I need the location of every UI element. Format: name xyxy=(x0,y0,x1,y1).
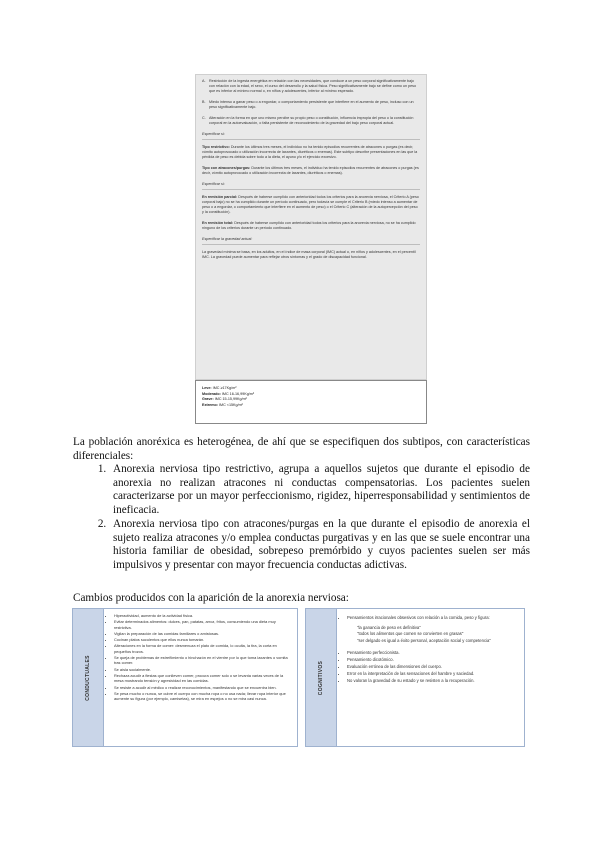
panel-body xyxy=(337,609,524,746)
criterion-c xyxy=(202,116,420,126)
severity-label: Extremo: xyxy=(202,402,218,407)
specify-heading: Especificar si: xyxy=(202,132,420,140)
subtype-binge-purge xyxy=(202,166,420,176)
quotes-block xyxy=(339,625,519,644)
quote: "todos los alimentos que comen se convierten en grasas" xyxy=(357,631,464,637)
list-item: • Alteraciones en la forma de comer: desmenuza el plato de comida, lo oculta, la tira, la corta en pequeños trozos. xyxy=(114,643,292,654)
quote: "la ganancia de peso es definitiva" xyxy=(357,625,421,630)
behavioral-changes-panel xyxy=(72,608,298,747)
main-text xyxy=(73,436,530,573)
list-item: 2. Anorexia nerviosa tipo con atracones/purgas en la que durante el episodio de anorexia el sujeto realiza atracones y/o emplea conductas purgativas y en las que se suele encontrar una historia familiar de obesidad, sobrepeso premórbido y cuyos pacientes suelen ser más impulsivos y presentar con mayor frecuencia conductas adictivas. xyxy=(109,518,530,572)
panel-body xyxy=(104,609,297,746)
remission-partial xyxy=(202,195,420,215)
severity-level xyxy=(202,403,420,409)
quote: "ser delgado es igual a éxito personal, aceptación social y competencia" xyxy=(357,637,491,643)
list-item: • Cocinan platos suculentos que ellos nunca tomarán. xyxy=(114,637,292,642)
subtype-restrictive xyxy=(202,145,420,160)
remission-total xyxy=(202,221,420,231)
list-item: • Pensamientos irracionales obsesivos con relación a la comida, peso y figura: xyxy=(347,615,519,621)
list-item: • Evitar determinados alimentos: dulces, pan, patatas, arroz, fritos, consumiendo una dieta muy restrictiva. xyxy=(114,619,292,630)
severity-label: Grave: xyxy=(202,397,214,401)
subtype-text: Durante los últimos tres meses, el individuo ha tenido episodios recurrentes de atracones o purgas (es decir, vómito autoprovocado o utilización incorrecta de laxantes, diuréticos o enemas). xyxy=(202,166,419,175)
subtype-label: Tipo restrictivo: xyxy=(202,145,230,149)
criterion-text: Miedo intenso a ganar peso o a engordar, o comportamiento persistente que interfiere en el aumento de peso, incluso con un peso significativamente bajo. xyxy=(209,100,414,109)
severity-value: IMC <15Kg/m² xyxy=(219,402,243,407)
severity-value: IMC ≥17Kg/m² xyxy=(212,386,237,390)
specify-heading-2: Especificar si: xyxy=(202,182,420,190)
list-item: • Se pesa mucho o nunca, se cubre el cuerpo con mucha ropa o no usa nada; llevar ropa interior que aumente su figura (por ejemplo, camisetas), se mira en espejos o no se mira casi nunca. xyxy=(114,691,292,702)
subtype-text: Durante los últimos tres meses, el individuo no ha tenido episodios recurrentes de atracones o purgas (es decir, vómito autoprovocado o utilización incorrecta de laxantes, diuréticos o enemas). Este subtipo describe presentaciones en las que la pérdida de peso es debida sobre todo a la dieta, el ayuno y/o el ejercicio excesivo. xyxy=(202,145,418,159)
list-item: • Se resiste a acudir al médico o realizar reconocimientos, manifestando que se encuentra bien. xyxy=(114,685,292,690)
severity-levels-box xyxy=(195,380,427,424)
cognitive-changes-panel xyxy=(305,608,525,747)
list-item: • No valoran la gravedad de su estado y se resisten a la recuperación. xyxy=(347,678,519,684)
list-item: • Evaluación errónea de las dimensiones del cuerpo. xyxy=(347,664,519,670)
dsm-criteria-box xyxy=(195,74,427,380)
criterion-a xyxy=(202,79,420,94)
list-item: • Error en la interpretación de las sensaciones del hambre y saciedad. xyxy=(347,671,519,677)
subtype-label: Tipo con atracones/purgas: xyxy=(202,166,251,170)
cognitive-list xyxy=(339,615,519,621)
severity-label: Moderado: xyxy=(202,391,221,396)
severity-value: IMC 15-15,99Kg/m² xyxy=(214,397,247,401)
criterion-text: Restricción de la ingesta energética en relación con las necesidades, que conduce a un peso corporal significativamente bajo con relación con la edad, el sexo, el curso del desarrollo y la salud física. Peso significativamente bajo se define como un peso que es inferior al mínimo normal o, en niños y adolescentes, inferior al mínimo esperado. xyxy=(209,79,417,93)
remission-text: Después de haberse cumplido con anterioridad todos los criterios para la anorexia nerviosa, el Criterio A (peso corporal bajo) no se ha cumplido durante un período continuado, pero todavía se cumple el Criterio B (miedo intenso a aumentar de peso o a engordar, o comportamiento que interfiere en el aumento de peso) o el Criterio C (alteración de la autopercepción del peso y la constitución). xyxy=(202,195,419,214)
criterion-letter: B. xyxy=(202,100,206,104)
panel-side-label xyxy=(306,609,337,746)
subtype-list xyxy=(73,463,530,572)
changes-title: Cambios producidos con la aparición de la anorexia nerviosa: xyxy=(73,592,349,604)
list-item: • Hiperactividad, aumento de la actividad física. xyxy=(114,613,292,618)
panel-side-label xyxy=(73,609,104,746)
remission-text: Después de haberse cumplido con anterioridad todos los criterios para la anorexia nerviosa, no se ha cumplido ninguno de los criterios durante un período continuado. xyxy=(202,221,416,230)
criterion-letter: A. xyxy=(202,79,206,83)
cognitive-list-2 xyxy=(339,650,519,684)
severity-heading: Especificar la gravedad actual: xyxy=(202,237,420,245)
list-item: • Se aísla socialmente. xyxy=(114,667,292,672)
list-item: • Rechaza acudir a fiestas que conlleven comer, procura comer solo o se levanta varias veces de la mesa mostrando tensión y agresividad en las comidas. xyxy=(114,673,292,684)
list-item: • Pensamiento dicotómico. xyxy=(347,657,519,663)
criterion-letter: C. xyxy=(202,116,206,120)
list-item: • Pensamiento perfeccionista. xyxy=(347,650,519,656)
criterion-text: Alteración en la forma en que uno mismo percibe su propio peso o constitución, influencia impropia del peso o la constitución corporal en la autoevaluación, o falta persistente de reconocimiento de la gravedad del bajo peso corporal actual. xyxy=(209,116,414,125)
severity-text: La gravedad mínima se basa, en los adultos, en el índice de masa corporal (IMC) actual o, en niños y adolescentes, en el percentil IMC. La gravedad puede aumentar para reflejar otros síntomas y el grado de discapacidad funcional. xyxy=(202,250,416,259)
severity-value: IMC 16-16,99Kg/m² xyxy=(221,391,255,396)
remission-label: En remisión total: xyxy=(202,221,234,225)
behavior-list xyxy=(106,613,292,701)
intro-paragraph: La población anoréxica es heterogénea, de ahí que se especifiquen dos subtipos, con características diferenciales: xyxy=(73,436,530,462)
criterion-b xyxy=(202,100,420,110)
list-item: • Se queja de problemas de estreñimiento o hinchazón en el vientre por lo que toma laxantes o vomita tras comer. xyxy=(114,655,292,666)
severity-label: Leve: xyxy=(202,386,212,390)
remission-label: En remisión parcial: xyxy=(202,195,238,199)
panel-label: COGNITIVOS xyxy=(318,660,324,695)
panel-label: CONDUCTUALES xyxy=(85,654,92,701)
list-item: 1. Anorexia nerviosa tipo restrictivo, agrupa a aquellos sujetos que durante el episodio de anorexia no realizan atracones ni conductas compensatorias. Los pacientes suelen caracterizarse por un mayor perfeccionismo, rigidez, hiperresponsabilidad y sentimientos de ineficacia. xyxy=(109,463,530,517)
list-item: • Vigilan la preparación de las comidas familiares o amistosas. xyxy=(114,631,292,636)
